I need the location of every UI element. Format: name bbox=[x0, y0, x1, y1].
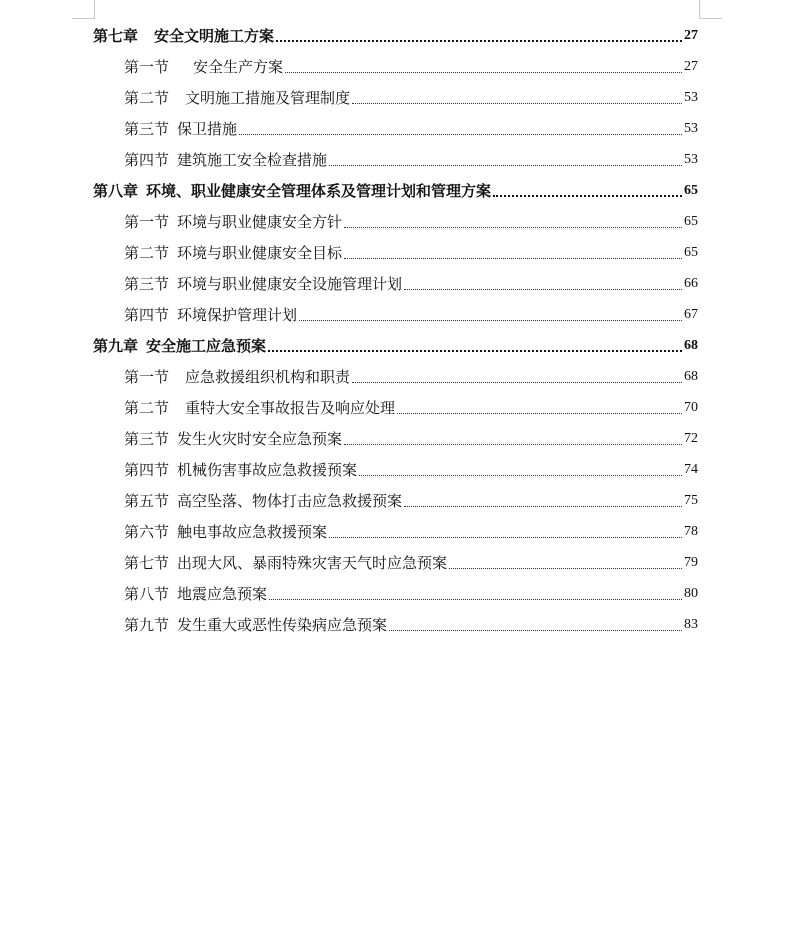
section-number: 第四节 bbox=[124, 151, 170, 169]
toc-section-entry[interactable] bbox=[93, 237, 698, 268]
toc-section-entry[interactable] bbox=[93, 454, 698, 485]
toc-section-entry[interactable] bbox=[93, 361, 698, 392]
dot-leader bbox=[329, 537, 682, 538]
dot-leader bbox=[404, 506, 682, 507]
dot-leader bbox=[285, 72, 682, 73]
toc-section-entry[interactable] bbox=[93, 82, 698, 113]
section-title: 发生重大或恶性传染病应急预案 bbox=[177, 616, 388, 634]
toc-section-entry[interactable] bbox=[93, 113, 698, 144]
page-number: 79 bbox=[684, 554, 698, 570]
section-number: 第二节 bbox=[124, 244, 170, 262]
section-number: 第二节 bbox=[124, 89, 170, 107]
dot-leader bbox=[268, 350, 682, 352]
page-number: 53 bbox=[684, 151, 698, 167]
toc-section-entry[interactable] bbox=[93, 516, 698, 547]
section-title: 文明施工措施及管理制度 bbox=[185, 89, 351, 107]
section-title: 安全生产方案 bbox=[193, 58, 284, 76]
chapter-number: 第七章 bbox=[93, 27, 139, 45]
page-number: 80 bbox=[684, 585, 698, 601]
chapter-title: 环境、职业健康安全管理体系及管理计划和管理方案 bbox=[146, 182, 492, 200]
section-number: 第一节 bbox=[124, 368, 170, 386]
toc-section-entry[interactable] bbox=[93, 144, 698, 175]
toc-section-entry[interactable] bbox=[93, 51, 698, 82]
crop-mark-top-right bbox=[699, 0, 722, 19]
page-number: 83 bbox=[684, 616, 698, 632]
toc-section-entry[interactable] bbox=[93, 268, 698, 299]
toc-section-entry[interactable] bbox=[93, 578, 698, 609]
page-number: 65 bbox=[684, 182, 698, 198]
page-number: 68 bbox=[684, 337, 698, 353]
chapter-number: 第九章 bbox=[93, 337, 139, 355]
chapter-title: 安全施工应急预案 bbox=[146, 337, 267, 355]
toc-chapter-entry[interactable] bbox=[93, 20, 698, 51]
section-number: 第三节 bbox=[124, 275, 170, 293]
table-of-contents bbox=[93, 20, 698, 640]
section-title: 应急救援组织机构和职责 bbox=[185, 368, 351, 386]
dot-leader bbox=[276, 40, 682, 42]
toc-section-entry[interactable] bbox=[93, 423, 698, 454]
dot-leader bbox=[344, 444, 682, 445]
section-number: 第四节 bbox=[124, 306, 170, 324]
page-number: 74 bbox=[684, 461, 698, 477]
page-number: 27 bbox=[684, 58, 698, 74]
page-number: 66 bbox=[684, 275, 698, 291]
section-number: 第一节 bbox=[124, 58, 170, 76]
dot-leader bbox=[269, 599, 682, 600]
dot-leader bbox=[397, 413, 682, 414]
page-number: 72 bbox=[684, 430, 698, 446]
section-title: 环境与职业健康安全方针 bbox=[177, 213, 343, 231]
page-number: 53 bbox=[684, 89, 698, 105]
dot-leader bbox=[404, 289, 682, 290]
section-number: 第九节 bbox=[124, 616, 170, 634]
section-title: 高空坠落、物体打击应急救援预案 bbox=[177, 492, 403, 510]
dot-leader bbox=[352, 382, 682, 383]
section-number: 第八节 bbox=[124, 585, 170, 603]
section-title: 重特大安全事故报告及响应处理 bbox=[185, 399, 396, 417]
section-number: 第四节 bbox=[124, 461, 170, 479]
dot-leader bbox=[239, 134, 682, 135]
section-title: 地震应急预案 bbox=[177, 585, 268, 603]
toc-section-entry[interactable] bbox=[93, 299, 698, 330]
page-number: 75 bbox=[684, 492, 698, 508]
toc-section-entry[interactable] bbox=[93, 485, 698, 516]
toc-section-entry[interactable] bbox=[93, 609, 698, 640]
section-title: 环境与职业健康安全设施管理计划 bbox=[177, 275, 403, 293]
section-number: 第六节 bbox=[124, 523, 170, 541]
dot-leader bbox=[299, 320, 682, 321]
page-number: 68 bbox=[684, 368, 698, 384]
page-number: 70 bbox=[684, 399, 698, 415]
chapter-title: 安全文明施工方案 bbox=[154, 27, 275, 45]
section-title: 建筑施工安全检查措施 bbox=[177, 151, 328, 169]
toc-section-entry[interactable] bbox=[93, 547, 698, 578]
toc-section-entry[interactable] bbox=[93, 392, 698, 423]
section-title: 环境保护管理计划 bbox=[177, 306, 298, 324]
dot-leader bbox=[389, 630, 682, 631]
section-title: 机械伤害事故应急救援预案 bbox=[177, 461, 358, 479]
section-number: 第五节 bbox=[124, 492, 170, 510]
page-number: 78 bbox=[684, 523, 698, 539]
section-number: 第三节 bbox=[124, 120, 170, 138]
section-number: 第一节 bbox=[124, 213, 170, 231]
dot-leader bbox=[329, 165, 682, 166]
section-title: 保卫措施 bbox=[177, 120, 238, 138]
chapter-number: 第八章 bbox=[93, 182, 139, 200]
page-number: 67 bbox=[684, 306, 698, 322]
section-number: 第七节 bbox=[124, 554, 170, 572]
page-number: 65 bbox=[684, 244, 698, 260]
section-title: 出现大风、暴雨特殊灾害天气时应急预案 bbox=[177, 554, 448, 572]
dot-leader bbox=[449, 568, 682, 569]
crop-mark-top-left bbox=[72, 0, 95, 19]
page-number: 27 bbox=[684, 27, 698, 43]
section-title: 触电事故应急救援预案 bbox=[177, 523, 328, 541]
page-number: 65 bbox=[684, 213, 698, 229]
dot-leader bbox=[493, 195, 682, 197]
dot-leader bbox=[359, 475, 682, 476]
toc-section-entry[interactable] bbox=[93, 206, 698, 237]
page-number: 53 bbox=[684, 120, 698, 136]
toc-chapter-entry[interactable] bbox=[93, 175, 698, 206]
dot-leader bbox=[344, 227, 682, 228]
section-number: 第三节 bbox=[124, 430, 170, 448]
dot-leader bbox=[344, 258, 682, 259]
section-title: 发生火灾时安全应急预案 bbox=[177, 430, 343, 448]
section-number: 第二节 bbox=[124, 399, 170, 417]
toc-chapter-entry[interactable] bbox=[93, 330, 698, 361]
section-title: 环境与职业健康安全目标 bbox=[177, 244, 343, 262]
dot-leader bbox=[352, 103, 682, 104]
